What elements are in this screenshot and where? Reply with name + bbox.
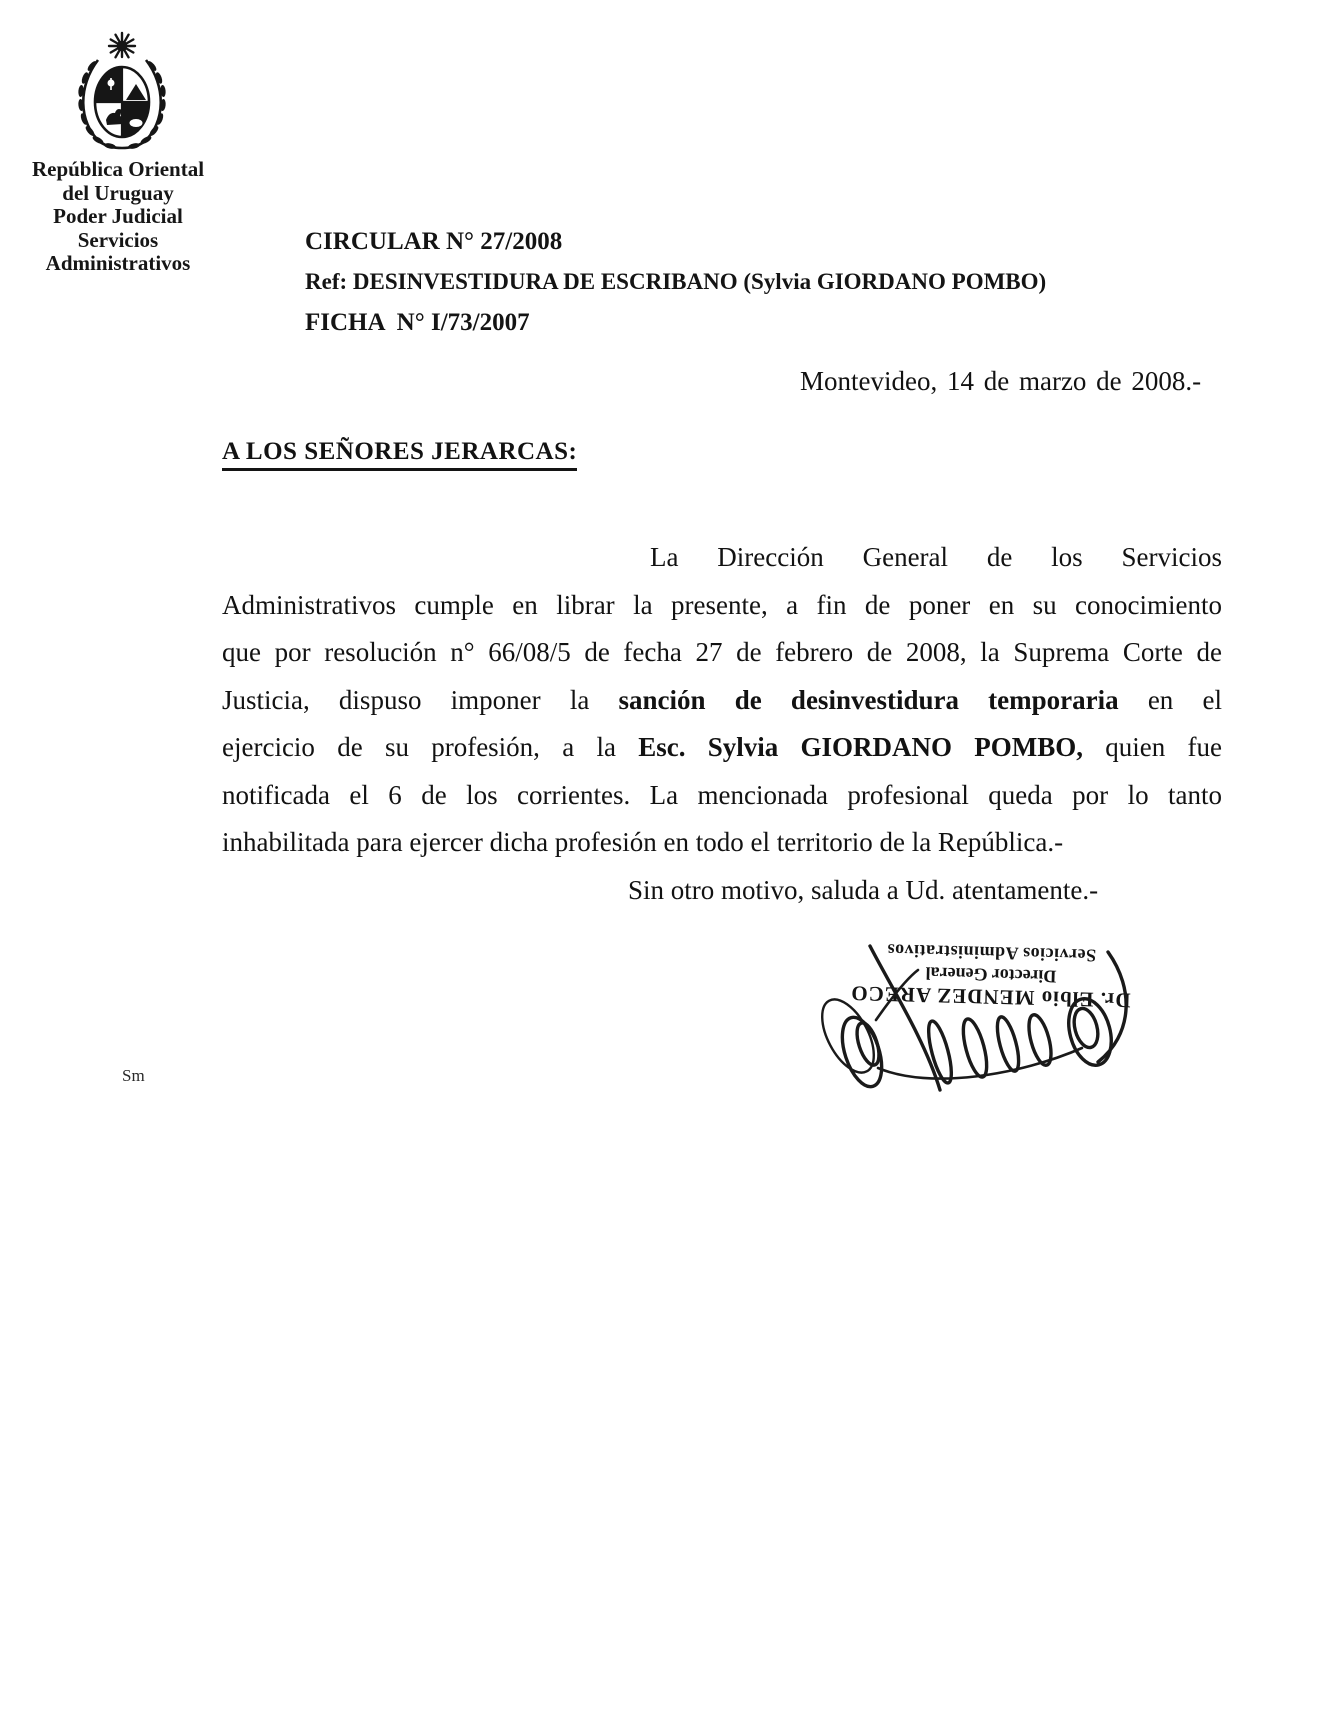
- typist-initials: Sm: [122, 1066, 145, 1085]
- body-line: La Dirección General de los Servicios: [650, 542, 1222, 572]
- body-line: Justicia, dispuso imponer la sanción de desinvestidura temporaria en el: [222, 684, 1222, 715]
- closing-line: Sin otro motivo, saluda a Ud. atentamente.-: [628, 874, 1099, 905]
- salutation-text: A LOS SEÑORES JERARCAS:: [222, 438, 577, 471]
- signature-scribble: [790, 940, 1140, 1100]
- letterhead: [8, 158, 228, 276]
- bold-notary-name: Esc. Sylvia GIORDANO POMBO,: [638, 732, 1084, 762]
- letterhead-line: República Oriental: [31, 157, 205, 181]
- body-line: Administrativos cumple en librar la presente, a fin de poner en su conocimiento: [222, 589, 1222, 620]
- stamp-office: Servicios Administrativos: [886, 940, 1097, 966]
- document-heading: [305, 228, 1046, 337]
- reference-line: Ref: DESINVESTIDURA DE ESCRIBANO (Sylvia GIORDANO POMBO): [305, 269, 1047, 294]
- salutation: [222, 438, 577, 471]
- letterhead-line: Poder Judicial: [53, 204, 183, 228]
- body-line: notificada el 6 de los corrientes. La mencionada profesional queda por lo tanto: [222, 779, 1222, 810]
- stamp-signer-name: Dr. Elbio MENDEZ ARECO: [850, 981, 1131, 1013]
- dateline: Montevideo, 14 de marzo de 2008.-: [800, 366, 1202, 396]
- letterhead-line: Administrativos: [45, 251, 191, 275]
- letter-body: [222, 534, 1222, 914]
- bold-sanction-text: sanción de desinvestidura temporaria: [618, 684, 1119, 715]
- body-line: ejercicio de su profesión, a la Esc. Sylvia GIORDANO POMBO, quien fue: [222, 732, 1223, 762]
- ficha-number: FICHA N° I/73/2007: [305, 309, 530, 336]
- stamp-signer-title: Director General: [925, 963, 1057, 987]
- letterhead-line: Servicios: [77, 227, 159, 252]
- letterhead-line: del Uruguay: [62, 180, 174, 205]
- body-line: que por resolución n° 66/08/5 de fecha 27 de febrero de 2008, la Suprema Corte de: [222, 637, 1222, 667]
- body-line: inhabilitada para ejercer dicha profesión en todo el territorio de la República.-: [222, 827, 1064, 857]
- circular-number: CIRCULAR N° 27/2008: [305, 228, 563, 255]
- coat-of-arms-icon: [70, 28, 174, 154]
